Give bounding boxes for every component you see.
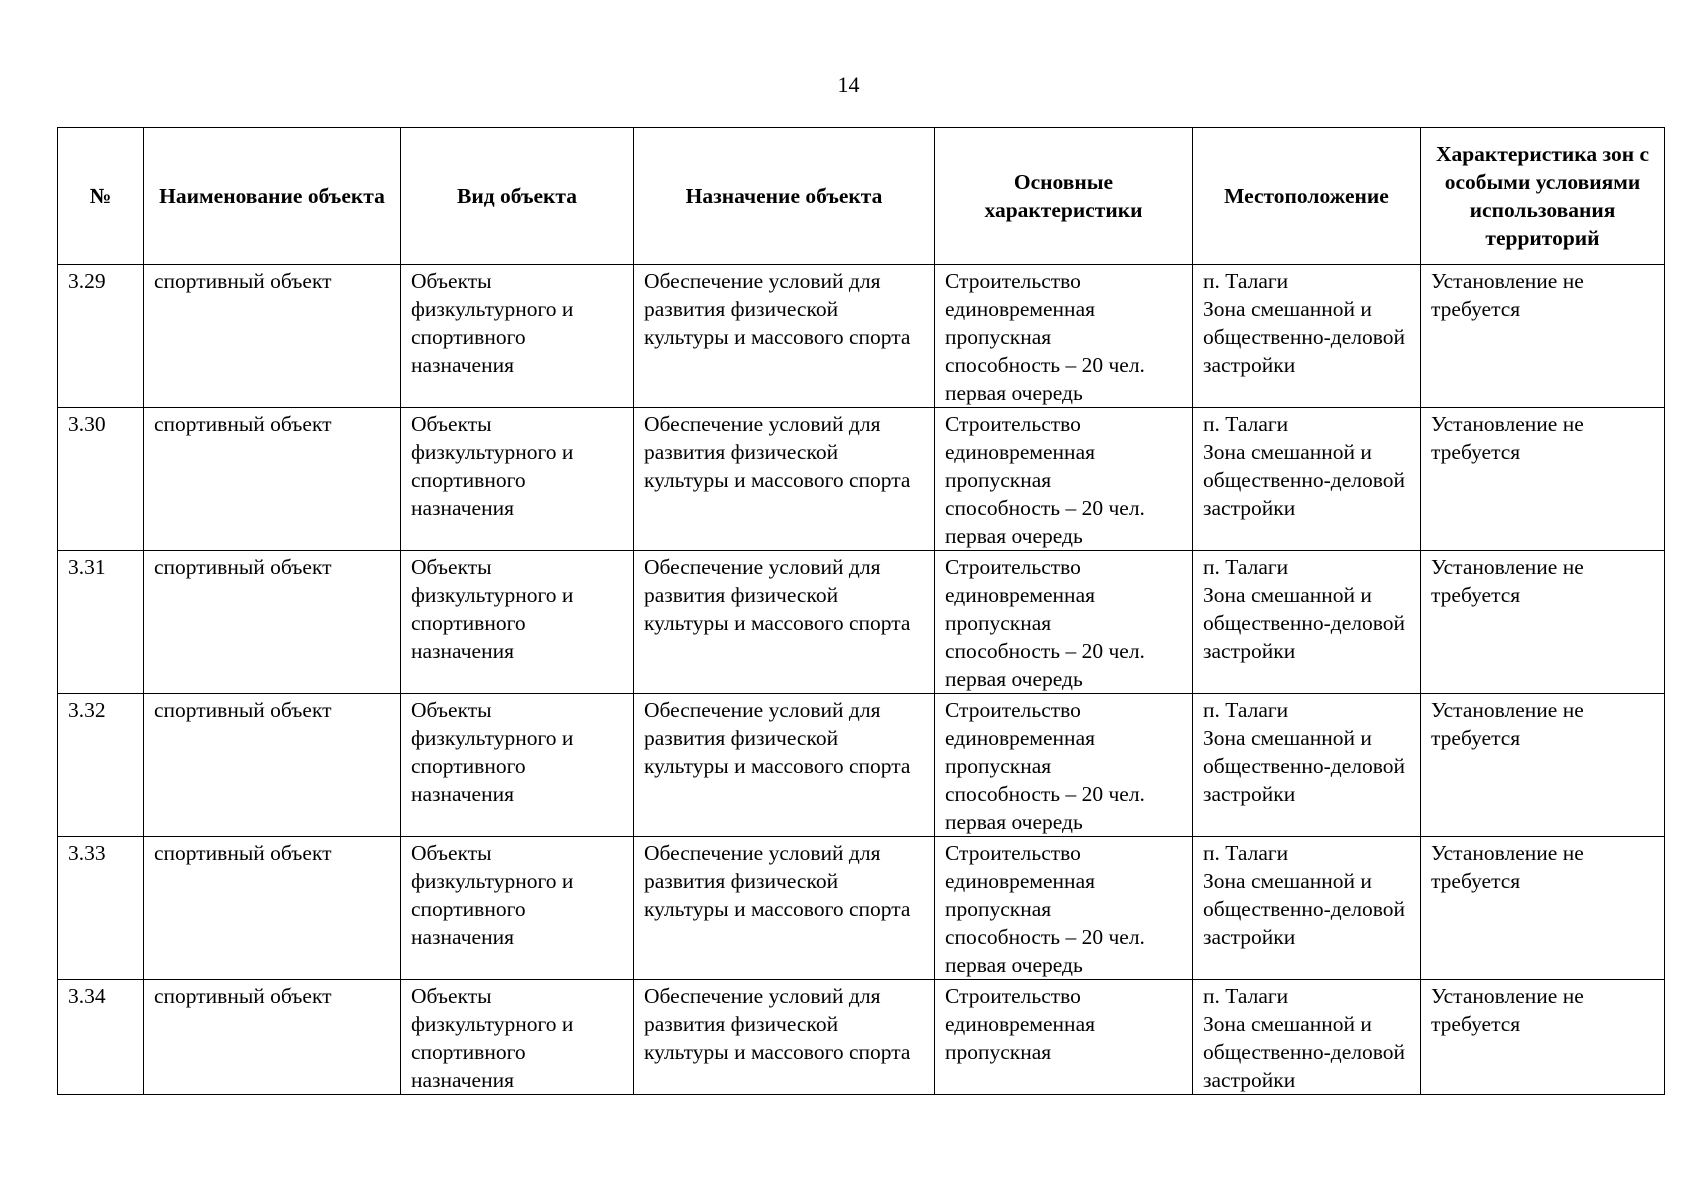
table-row xyxy=(58,265,1665,408)
cell-main-characteristics xyxy=(935,837,1193,980)
table-header-row xyxy=(58,128,1665,265)
cell-special-zones xyxy=(1421,265,1665,408)
cell-location-text: п. Талаги Зона смешанной и общественно-деловой застройки xyxy=(1203,269,1405,377)
cell-number xyxy=(58,694,144,837)
cell-main-characteristics-text: Строительство единовременная пропускная способность – 20 чел. первая очередь xyxy=(945,841,1145,977)
cell-special-zones-text: Установление не требуется xyxy=(1431,555,1584,607)
cell-object-purpose xyxy=(634,551,935,694)
cell-object-purpose-text: Обеспечение условий для развития физической культуры и массового спорта xyxy=(644,412,911,492)
cell-main-characteristics-text: Строительство единовременная пропускная xyxy=(945,984,1095,1064)
cell-object-purpose xyxy=(634,694,935,837)
cell-number-text: 3.32 xyxy=(68,698,106,722)
cell-object-type-text: Объекты физкультурного и спортивного назначения xyxy=(411,698,574,806)
cell-object-name xyxy=(144,408,401,551)
table-row xyxy=(58,980,1665,1095)
cell-special-zones-text: Установление не требуется xyxy=(1431,841,1584,893)
cell-main-characteristics xyxy=(935,551,1193,694)
table-row xyxy=(58,551,1665,694)
cell-main-characteristics xyxy=(935,980,1193,1095)
cell-special-zones xyxy=(1421,408,1665,551)
cell-object-type-text: Объекты физкультурного и спортивного назначения xyxy=(411,984,574,1092)
table-row xyxy=(58,694,1665,837)
header-special-zones: Характеристика зон с особыми условиями использования территорий xyxy=(1421,128,1665,265)
cell-object-type xyxy=(401,265,634,408)
cell-object-purpose xyxy=(634,408,935,551)
cell-object-name-text: спортивный объект xyxy=(154,555,332,579)
cell-special-zones-text: Установление не требуется xyxy=(1431,269,1584,321)
cell-main-characteristics xyxy=(935,694,1193,837)
cell-location xyxy=(1193,837,1421,980)
cell-number-text: 3.30 xyxy=(68,412,106,436)
cell-location-text: п. Талаги Зона смешанной и общественно-деловой застройки xyxy=(1203,984,1405,1092)
cell-number xyxy=(58,980,144,1095)
cell-main-characteristics xyxy=(935,265,1193,408)
cell-main-characteristics-text: Строительство единовременная пропускная способность – 20 чел. первая очередь xyxy=(945,698,1145,834)
cell-object-purpose-text: Обеспечение условий для развития физической культуры и массового спорта xyxy=(644,698,911,778)
cell-main-characteristics xyxy=(935,408,1193,551)
cell-main-characteristics-text: Строительство единовременная пропускная способность – 20 чел. первая очередь xyxy=(945,555,1145,691)
header-location: Местоположение xyxy=(1193,128,1421,265)
table-row xyxy=(58,837,1665,980)
header-object-purpose: Назначение объекта xyxy=(634,128,935,265)
cell-object-name-text: спортивный объект xyxy=(154,841,332,865)
cell-object-name-text: спортивный объект xyxy=(154,984,332,1008)
cell-number xyxy=(58,408,144,551)
cell-number-text: 3.34 xyxy=(68,984,106,1008)
cell-object-name-text: спортивный объект xyxy=(154,412,332,436)
page-number: 14 xyxy=(837,72,860,97)
cell-object-type xyxy=(401,551,634,694)
cell-location-text: п. Талаги Зона смешанной и общественно-деловой застройки xyxy=(1203,841,1405,949)
cell-location-text: п. Талаги Зона смешанной и общественно-деловой застройки xyxy=(1203,555,1405,663)
cell-object-name xyxy=(144,265,401,408)
cell-location xyxy=(1193,694,1421,837)
cell-number xyxy=(58,837,144,980)
cell-object-purpose-text: Обеспечение условий для развития физической культуры и массового спорта xyxy=(644,984,911,1064)
cell-object-purpose-text: Обеспечение условий для развития физической культуры и массового спорта xyxy=(644,555,911,635)
header-number: № xyxy=(58,128,144,265)
cell-main-characteristics-text: Строительство единовременная пропускная способность – 20 чел. первая очередь xyxy=(945,269,1145,405)
table-row xyxy=(58,408,1665,551)
cell-number xyxy=(58,265,144,408)
cell-object-name-text: спортивный объект xyxy=(154,269,332,293)
header-object-type: Вид объекта xyxy=(401,128,634,265)
cell-location-text: п. Талаги Зона смешанной и общественно-деловой застройки xyxy=(1203,412,1405,520)
cell-object-type xyxy=(401,408,634,551)
cell-location-text: п. Талаги Зона смешанной и общественно-деловой застройки xyxy=(1203,698,1405,806)
cell-object-type xyxy=(401,980,634,1095)
cell-object-type-text: Объекты физкультурного и спортивного назначения xyxy=(411,269,574,377)
cell-object-type xyxy=(401,837,634,980)
cell-object-name xyxy=(144,837,401,980)
cell-object-purpose-text: Обеспечение условий для развития физической культуры и массового спорта xyxy=(644,841,911,921)
header-main-characteristics: Основные характеристики xyxy=(935,128,1193,265)
cell-object-type xyxy=(401,694,634,837)
cell-special-zones xyxy=(1421,980,1665,1095)
cell-object-name xyxy=(144,694,401,837)
cell-location xyxy=(1193,980,1421,1095)
cell-object-name-text: спортивный объект xyxy=(154,698,332,722)
cell-location xyxy=(1193,408,1421,551)
cell-object-purpose xyxy=(634,837,935,980)
cell-location xyxy=(1193,265,1421,408)
cell-special-zones xyxy=(1421,837,1665,980)
cell-object-purpose-text: Обеспечение условий для развития физической культуры и массового спорта xyxy=(644,269,911,349)
cell-main-characteristics-text: Строительство единовременная пропускная способность – 20 чел. первая очередь xyxy=(945,412,1145,548)
cell-number-text: 3.33 xyxy=(68,841,106,865)
objects-table xyxy=(57,127,1665,1095)
cell-special-zones xyxy=(1421,694,1665,837)
cell-object-name xyxy=(144,980,401,1095)
cell-object-purpose xyxy=(634,265,935,408)
cell-special-zones-text: Установление не требуется xyxy=(1431,698,1584,750)
cell-object-type-text: Объекты физкультурного и спортивного назначения xyxy=(411,412,574,520)
cell-special-zones-text: Установление не требуется xyxy=(1431,984,1584,1036)
cell-number-text: 3.31 xyxy=(68,555,106,579)
cell-object-type-text: Объекты физкультурного и спортивного назначения xyxy=(411,555,574,663)
cell-special-zones xyxy=(1421,551,1665,694)
cell-object-purpose xyxy=(634,980,935,1095)
header-object-name: Наименование объекта xyxy=(144,128,401,265)
cell-location xyxy=(1193,551,1421,694)
cell-special-zones-text: Установление не требуется xyxy=(1431,412,1584,464)
cell-number xyxy=(58,551,144,694)
cell-object-type-text: Объекты физкультурного и спортивного назначения xyxy=(411,841,574,949)
cell-number-text: 3.29 xyxy=(68,269,106,293)
cell-object-name xyxy=(144,551,401,694)
